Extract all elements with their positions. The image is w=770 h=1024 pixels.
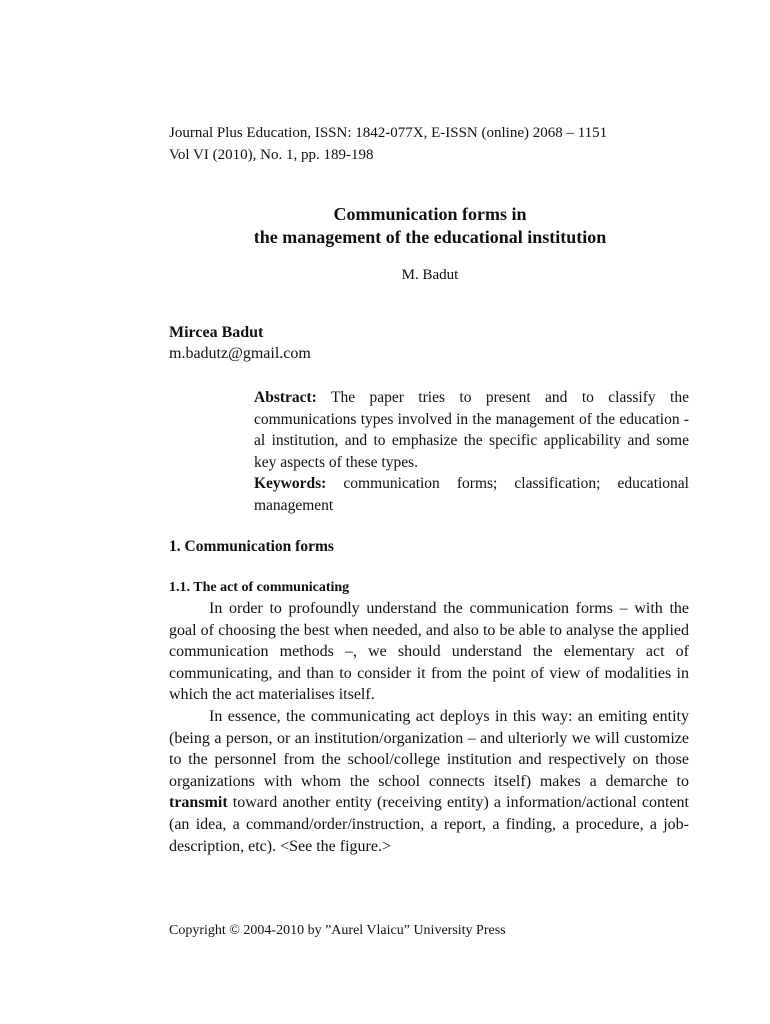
author-email: m.badutz@gmail.com [169,345,311,362]
byline: M. Badut [401,267,459,283]
body-paragraph-2 [169,706,689,857]
body-paragraph-2-part-1: In essence, the communicating act deploys in this way: an emiting entity (being a person, or an institution/organization – and ulteriorly we will customize to the personnel from the school/college institution and respectively on those organizations with whom the school connects itself) makes a demarche to [169,707,689,790]
transmit-emphasis: transmit [169,794,228,812]
body-text [169,598,689,857]
keywords-text: communication forms; classification; educational management [254,475,689,514]
keywords-paragraph [254,473,689,516]
author-name: Mircea Badut [169,324,264,341]
keywords-label: Keywords: [254,475,327,492]
section-heading: 1. Communication forms [169,538,334,555]
body-paragraph-1: In order to profoundly understand the communication forms – with the goal of choosing the best when needed, and also to be able to analyse the applied communication methods –, we should understand the elementary act of communicating, and than to consider it from the point of view of modalities in which the act materialises itself. [169,600,689,704]
abstract-text: The paper tries to present and to classify the communications types involved in the management of the education -al institution, and to emphasize the specific applicability and some key aspects of these types. [254,389,689,471]
paper-title-line-2: the management of the educational institution [253,227,607,247]
subsection-heading: 1.1. The act of communicating [169,580,350,595]
journal-citation-line-2: Vol VI (2010), No. 1, pp. 189-198 [169,147,374,163]
copyright-footer: Copyright © 2004-2010 by ”Aurel Vlaicu” University Press [169,923,506,938]
paper-title-line-1: Communication forms in [333,204,527,224]
abstract-paragraph [254,387,689,473]
abstract-block [254,387,689,516]
body-paragraph-2-part-2: toward another entity (receiving entity) a information/actional content (an idea, a command/order/instruction, a report, a finding, a procedure, a job-description, etc). <See the figure.> [169,794,689,855]
abstract-label: Abstract: [254,389,317,406]
journal-citation-line-1: Journal Plus Education, ISSN: 1842-077X, E-ISSN (online) 2068 – 1151 [169,125,608,141]
